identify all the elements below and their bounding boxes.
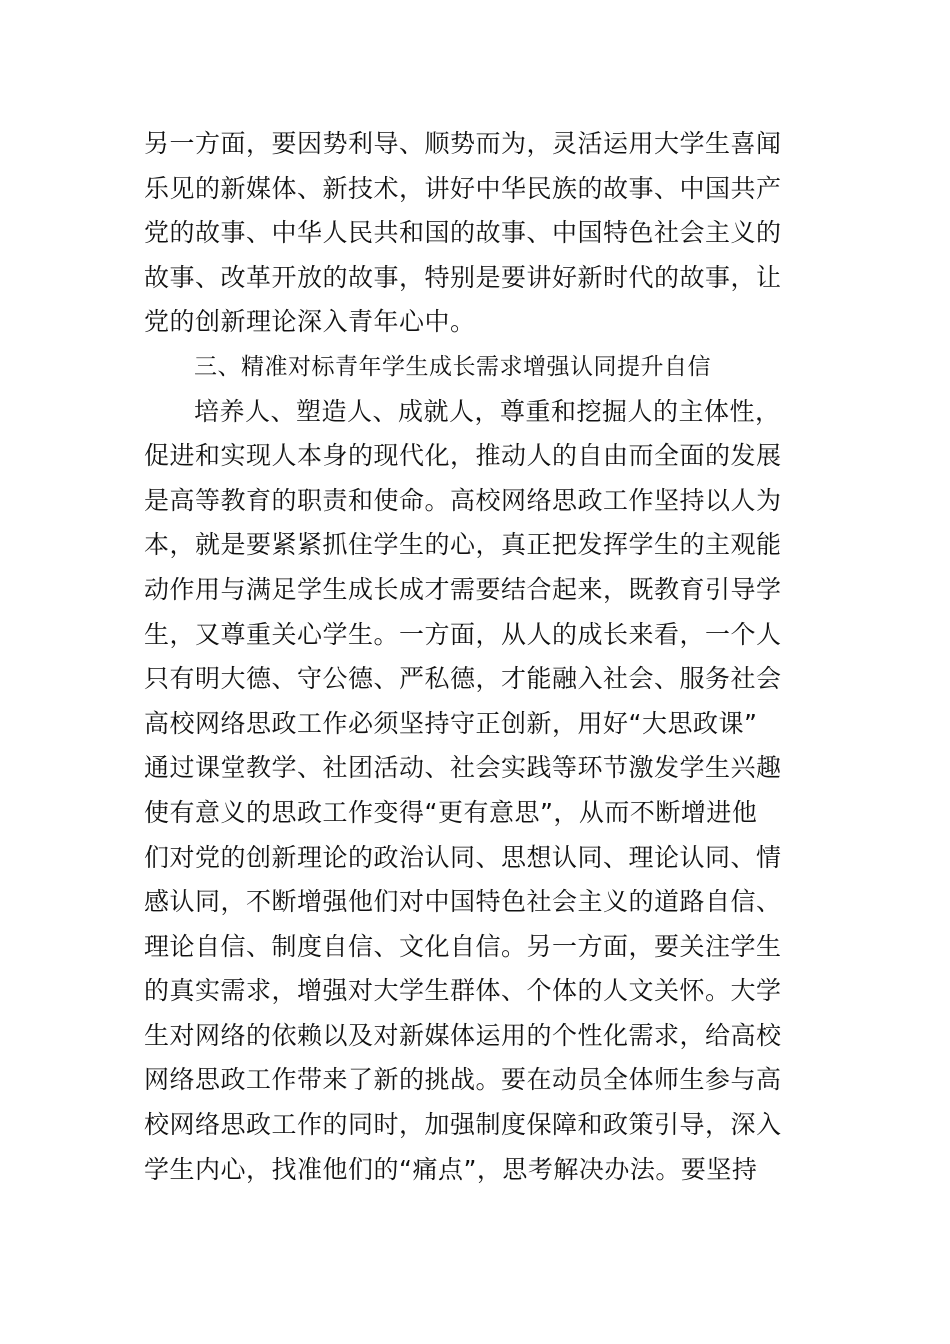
text-line: 生对网络的依赖以及对新媒体运用的个性化需求，给高校 [144, 1020, 782, 1050]
text-line: 感认同，不断增强他们对中国特色社会主义的道路自信、 [144, 887, 782, 917]
text-line: 的真实需求，增强对大学生群体、个体的人文关怀。大学 [144, 976, 782, 1006]
text-line: 促进和实现人本身的现代化，推动人的自由而全面的发展 [144, 441, 782, 471]
text-line: 故事、改革开放的故事，特别是要讲好新时代的故事，让 [144, 262, 782, 292]
text-line: 理论自信、制度自信、文化自信。另一方面，要关注学生 [144, 931, 782, 961]
text-line: 学生内心，找准他们的“痛点”，思考解决办法。要坚持 [144, 1154, 758, 1184]
text-line: 通过课堂教学、社团活动、社会实践等环节激发学生兴趣 [144, 753, 782, 783]
text-line: 使有意义的思政工作变得“更有意思”，从而不断增进他 [144, 797, 758, 827]
text-line: 党的创新理论深入青年心中。 [144, 307, 476, 337]
text-line: 是高等教育的职责和使命。高校网络思政工作坚持以人为 [144, 485, 782, 515]
text-line: 乐见的新媒体、新技术，讲好中华民族的故事、中国共产 [144, 173, 782, 203]
text-line: 网络思政工作带来了新的挑战。要在动员全体师生参与高 [144, 1065, 782, 1095]
body-text [144, 122, 808, 1192]
text-line: 校网络思政工作的同时，加强制度保障和政策引导，深入 [144, 1110, 782, 1140]
paragraph-first-line: 培养人、塑造人、成就人，尊重和挖掘人的主体性， [194, 396, 781, 426]
text-line: 高校网络思政工作必须坚持守正创新，用好“大思政课” [144, 708, 758, 738]
text-line: 本，就是要紧紧抓住学生的心，真正把发挥学生的主观能 [144, 530, 782, 560]
text-line: 只有明大德、守公德、严私德，才能融入社会、服务社会 [144, 664, 782, 694]
text-line: 另一方面，要因势利导、顺势而为，灵活运用大学生喜闻 [144, 129, 782, 158]
section-heading: 三、精准对标青年学生成长需求增强认同提升自信 [194, 353, 711, 380]
text-line: 们对党的创新理论的政治认同、思想认同、理论认同、情 [144, 842, 782, 872]
text-line: 动作用与满足学生成长成才需要结合起来，既教育引导学 [144, 574, 782, 604]
text-line: 生，又尊重关心学生。一方面，从人的成长来看，一个人 [144, 619, 782, 649]
text-line: 党的故事、中华人民共和国的故事、中国特色社会主义的 [144, 218, 782, 248]
